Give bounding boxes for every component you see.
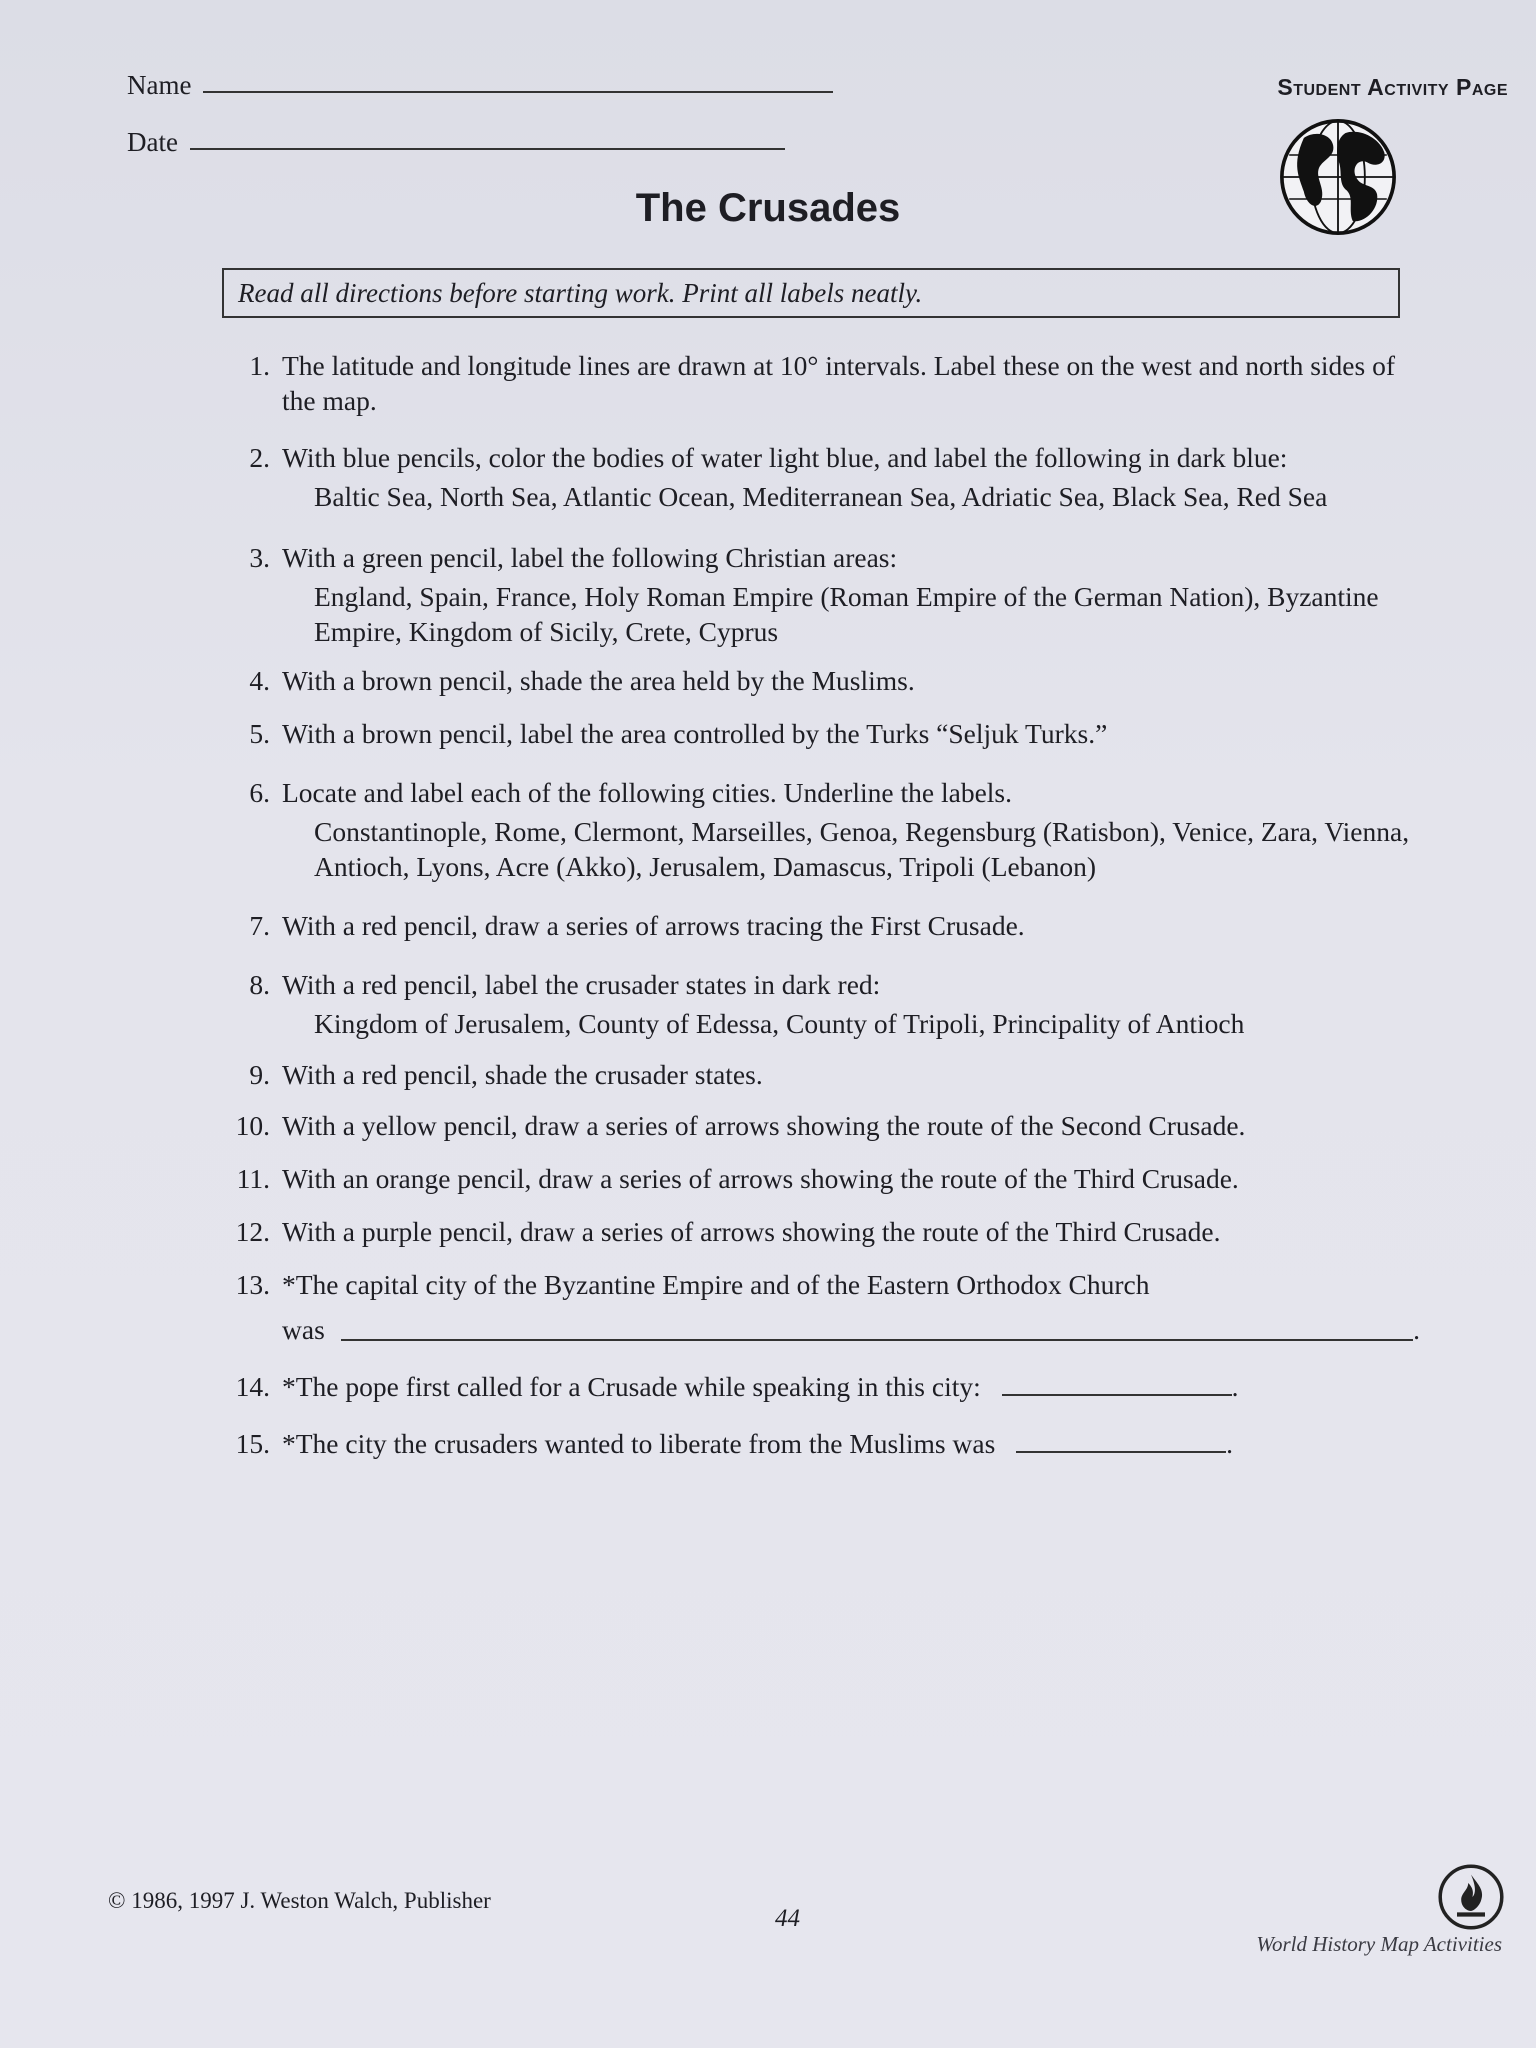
question-15 [210,1426,1420,1461]
question-number: 8. [249,969,270,1000]
question-7 [210,908,1420,943]
question-number: 10. [235,1110,270,1141]
question-text: With a red pencil, label the crusader states in dark red: [282,969,881,1000]
question-number: 9. [249,1059,270,1090]
date-blank[interactable] [190,147,785,150]
question-text: Locate and label each of the following cities. Underline the labels. [282,777,1012,808]
date-field [127,127,785,158]
question-number: 5. [249,718,270,749]
question-text: *The pope first called for a Crusade while speaking in this city: [282,1371,981,1402]
question-number: 15. [235,1428,270,1459]
question-text: With a brown pencil, label the area controlled by the Turks “Seljuk Turks.” [282,718,1108,749]
question-text-tail: was [282,1314,325,1345]
question-text: With blue pencils, color the bodies of water light blue, and label the following in dark blue: [282,442,1288,473]
answer-blank-14[interactable] [1002,1393,1232,1396]
question-number: 1. [249,350,270,381]
page-title: The Crusades [635,186,901,230]
question-end-punct: . [1413,1314,1420,1345]
question-text: With an orange pencil, draw a series of arrows showing the route of the Third Crusade. [282,1163,1239,1194]
question-text: With a brown pencil, shade the area held by the Muslims. [282,665,915,696]
question-14 [210,1369,1420,1404]
name-field [127,70,833,101]
answer-blank-13[interactable] [341,1338,1413,1341]
question-2 [210,440,1420,514]
directions-box [222,268,1400,318]
question-text: With a red pencil, shade the crusader states. [282,1059,763,1090]
question-10 [210,1108,1420,1143]
activity-page-label: Student Activity Page [1277,74,1508,100]
question-text: With a purple pencil, draw a series of arrows showing the route of the Third Crusade. [282,1216,1221,1247]
page-number: 44 [775,1905,800,1932]
question-text: With a yellow pencil, draw a series of arrows showing the route of the Second Crusade. [282,1110,1246,1141]
question-text: *The capital city of the Byzantine Empire and of the Eastern Orthodox Church [282,1269,1150,1300]
question-number: 2. [249,442,270,473]
question-number: 13. [235,1269,270,1300]
question-12 [210,1214,1420,1249]
question-end-punct: . [1231,1371,1239,1402]
question-number: 6. [249,777,270,808]
date-label: Date [127,127,178,157]
question-1 [210,348,1420,418]
question-3 [210,540,1420,649]
directions-text: Read all directions before starting work. Print all labels neatly. [238,278,923,308]
name-label: Name [127,70,192,100]
name-blank[interactable] [203,90,833,93]
question-6 [210,775,1420,884]
question-13 [210,1267,1420,1347]
flame-logo-icon [1436,1862,1506,1932]
question-number: 11. [236,1163,270,1194]
question-list-items: Kingdom of Jerusalem, County of Edessa, County of Tripoli, Principality of Antioch [314,1008,1245,1039]
question-number: 12. [235,1216,270,1247]
question-number: 7. [249,910,270,941]
question-4 [210,663,1420,698]
question-11 [210,1161,1420,1196]
question-end-punct: . [1226,1428,1234,1459]
question-text: With a red pencil, draw a series of arrows tracing the First Crusade. [282,910,1025,941]
question-number: 3. [249,542,270,573]
question-text: The latitude and longitude lines are drawn at 10° intervals. Label these on the west and north sides of the map. [282,350,1395,416]
question-8 [210,967,1420,1041]
question-number: 14. [235,1371,270,1402]
question-list-items: England, Spain, France, Holy Roman Empire (Roman Empire of the German Nation), Byzantine Empire, Kingdom of Sicily, Crete, Cyprus [314,581,1379,647]
series-title: World History Map Activities [1256,1932,1502,1956]
question-number: 4. [249,665,270,696]
question-text: With a green pencil, label the following Christian areas: [282,542,898,573]
question-list [210,348,1420,1461]
question-text: *The city the crusaders wanted to liberate from the Muslims was [282,1428,996,1459]
copyright-text: © 1986, 1997 J. Weston Walch, Publisher [108,1888,491,1913]
question-list-items: Baltic Sea, North Sea, Atlantic Ocean, Mediterranean Sea, Adriatic Sea, Black Sea, Red Sea [314,481,1328,512]
question-5 [210,716,1420,751]
question-list-items: Constantinople, Rome, Clermont, Marseilles, Genoa, Regensburg (Ratisbon), Venice, Zara, Vienna, Antioch, Lyons, Acre (Akko), Jerusalem, Damascus, Tripoli (Lebanon) [314,816,1410,882]
question-9 [210,1057,1420,1092]
answer-blank-15[interactable] [1016,1450,1226,1453]
